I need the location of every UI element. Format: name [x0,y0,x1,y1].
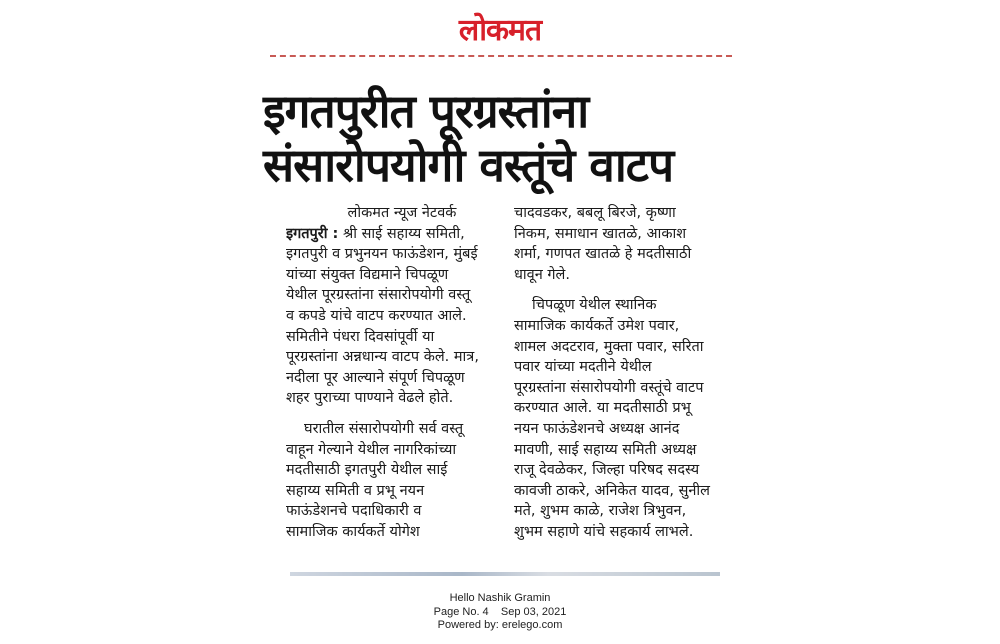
article-line: घरातील संसारोपयोगी सर्व वस्तू [304,420,464,437]
article-line: नदीला पूर आल्याने संपूर्ण चिपळूण [286,369,465,386]
article-line: पूरग्रस्तांना अन्नधान्य वाटप केले. मात्र, [286,349,479,366]
article-column-right [514,203,728,543]
headline [263,84,733,192]
article-line: कावजी ठाकरे, अनिकेत यादव, सुनील [514,482,711,499]
article-line: इगतपुरी व प्रभुनयन फाऊंडेशन, मुंबई [286,246,478,263]
article-line: मदतीसाठी इगतपुरी येथील साई [286,462,448,479]
article-line: समितीने पंधरा दिवसांपूर्वी या [286,328,435,345]
article-line: निकम, समाधान खातळे, आकाश [514,225,687,242]
article-line: चिपळूण येथील स्थानिक [532,297,657,314]
article-line: यांच्या संयुक्त विद्यमाने चिपळूण [286,266,449,283]
article-line: वाहून गेल्याने येथील नागरिकांच्या [286,441,457,458]
article-line: सहाय्य समिती व प्रभू नयन [286,482,425,499]
page-and-date: Page No. 4 Sep 03, 2021 [433,605,567,618]
clipping-footer [380,592,620,633]
article-line [286,224,498,245]
headline-line-2: संसारोपयोगी वस्तूंचे वाटप [263,138,674,192]
article-line: सामाजिक कार्यकर्ते योगेश [286,523,420,540]
article-line: चादवडकर, बबलू बिरजे, कृष्णा [514,205,676,221]
article-line: व कपडे यांचे वाटप करण्यात आले. [286,307,467,324]
article-line: धावून गेले. [514,266,570,283]
article-line: मते, शुभम काळे, राजेश त्रिभुवन, [514,503,687,520]
article-line: शर्मा, गणपत खातळे हे मदतीसाठी [514,246,692,263]
masthead-divider [270,55,732,57]
article-line: करण्यात आले. या मदतीसाठी प्रभू [514,400,691,417]
edition-name: Hello Nashik Gramin [449,592,551,604]
article-line: शहर पुराच्या पाण्याने वेढले होते. [286,390,454,407]
article-line: मावणी, साई सहाय्य समिती अध्यक्ष [514,441,697,458]
dateline-place: इगतपुरी : [286,225,339,242]
article-line: शामल अदटराव, मुक्ता पवार, सरिता [514,338,704,355]
article-column-left [286,203,498,543]
article-line: शुभम सहाणे यांचे सहकार्य लाभले. [514,523,694,540]
article-line: नयन फाऊंडेशनचे अध्यक्ष आनंद [514,420,680,437]
clipping-bottom-edge [290,572,720,576]
newspaper-logo: लोकमत [458,13,542,48]
article-line: सामाजिक कार्यकर्ते उमेश पवार, [514,317,680,334]
article-line: पूरग्रस्तांना संसारोपयोगी वस्तूंचे वाटप [514,379,704,396]
byline: लोकमत न्यूज नेटवर्क [347,205,457,221]
powered-by-link[interactable]: Powered by: erelego.com [437,619,563,631]
article-line-text: श्री साई सहाय्य समिती, [342,225,465,242]
article-line: फाऊंडेशनचे पदाधिकारी व [286,503,422,520]
headline-line-1: इगतपुरीत पूरग्रस्तांना [263,84,589,138]
article-line: राजू देवळेकर, जिल्हा परिषद सदस्य [514,462,700,479]
article-line: येथील पूरग्रस्तांना संसारोपयोगी वस्तू [286,287,471,304]
article-line: पवार यांच्या मदतीने येथील [514,359,652,376]
